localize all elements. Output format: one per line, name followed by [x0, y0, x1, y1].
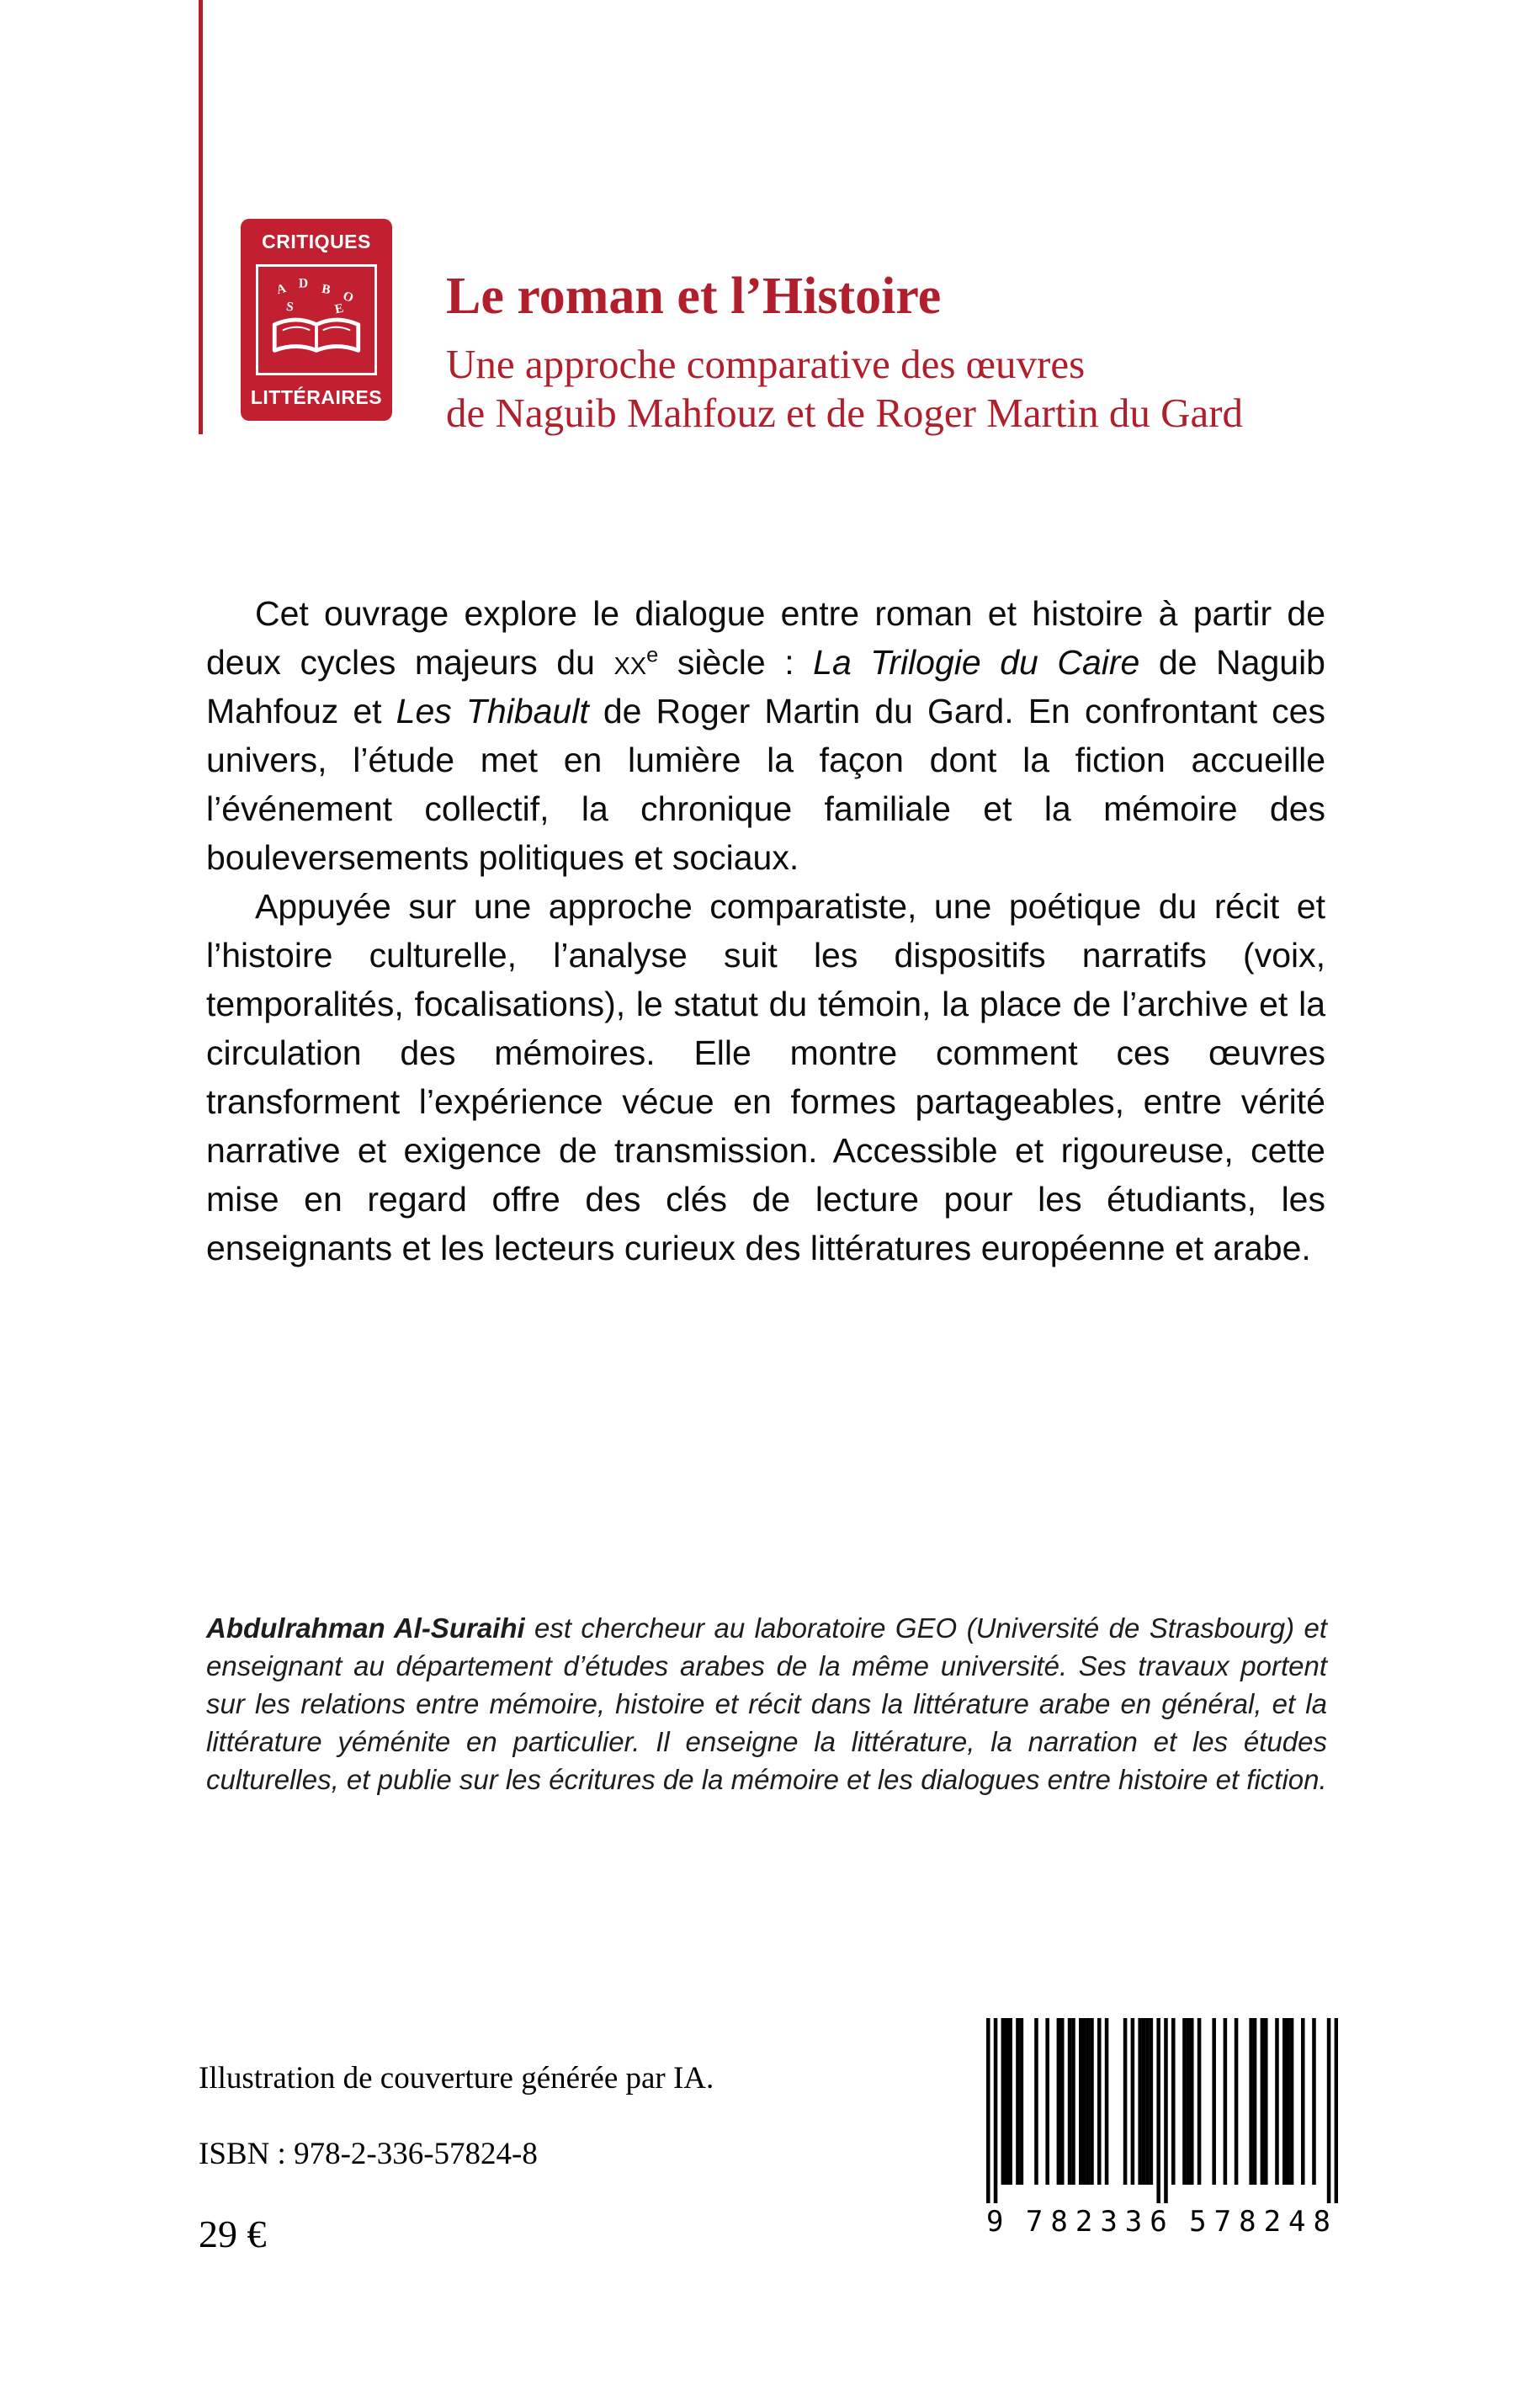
cover-credit: Illustration de couverture générée par IA.	[199, 2061, 714, 2096]
svg-text:E: E	[333, 300, 345, 317]
svg-text:O: O	[341, 288, 356, 305]
synopsis-paragraph-1: Cet ouvrage explore le dialogue entre roman et histoire à partir de deux cycles majeurs du $xx^e$ siècle : La Trilogie du Caire de Naguib Mahfouz et Les Thibault de Roger Martin du Gard. En confrontant ces univers, l’étude met en lumière la façon dont la fiction accueille l’événement collectif, la chronique familiale et la mémoire des bouleversements politiques et sociaux.	[206, 594, 1325, 877]
left-red-rule	[199, 0, 203, 434]
badge-top-label: CRITIQUES	[262, 231, 371, 252]
svg-text:S: S	[285, 299, 295, 315]
book-subtitle-line2: de Naguib Mahfouz et de Roger Martin du Gard	[446, 390, 1244, 436]
svg-text:D: D	[298, 276, 309, 291]
book-icon	[256, 264, 377, 375]
synopsis-paragraph-2: Appuyée sur une approche comparatiste, une poétique du récit et l’histoire culturelle, l’analyse suit les dispositifs narratifs (voix, temporalités, focalisations), le statut du témoin, la place de l’archive et la circulation des mémoires. Elle montre comment ces œuvres transforment l’expérience vécue en formes partageables, entre vérité narrative et exigence de transmission. Accessible et rigoureuse, cette mise en regard offre des clés de lecture pour les étudiants, les enseignants et les lecteurs curieux des littératures européenne et arabe.	[206, 887, 1325, 1267]
book-title: Le roman et l’Histoire	[446, 268, 942, 325]
svg-text:B: B	[321, 281, 332, 298]
price-text: 29 €	[199, 2212, 267, 2255]
badge-bottom-label: LITTÉRAIRES	[250, 386, 383, 408]
header-block	[446, 268, 1243, 438]
book-subtitle-line1: Une approche comparative des œuvres	[446, 341, 1086, 387]
barcode	[986, 2018, 1338, 2239]
barcode-digits: 9 782336 578248	[986, 2205, 1338, 2239]
author-bio: Abdulrahman Al-Suraihi est chercheur au laboratoire GEO (Université de Strasbourg) et enseignant au département d’études arabes de la même université. Ses travaux portent sur les relations entre mémoire, histoire et récit dans la littérature arabe en général, et la littérature yéménite en particulier. Il enseigne la littérature, la narration et les études culturelles, et publie sur les écritures de la mémoire et les dialogues entre histoire et fiction.	[206, 1612, 1327, 1795]
isbn-text: ISBN : 978-2-336-57824-8	[199, 2137, 538, 2171]
synopsis	[206, 589, 1325, 1272]
collection-badge	[241, 219, 392, 421]
svg-text:A: A	[274, 280, 288, 298]
barcode-bars	[986, 2018, 1338, 2203]
